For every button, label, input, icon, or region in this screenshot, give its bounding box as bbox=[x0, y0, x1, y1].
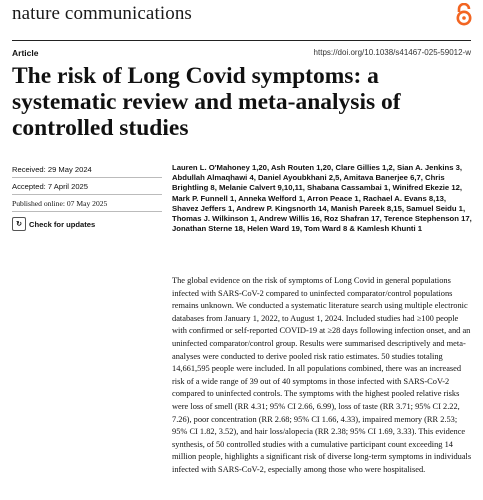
refresh-icon: ↻ bbox=[12, 217, 26, 231]
author-list: Lauren L. O'Mahoney 1,20, Ash Routen 1,20, Clare Gillies 1,2, Sian A. Jenkins 3, Abdullah Almaqhawi 4, Daniel Ayoubkhani 2,5, Amitava Banerjee 6,7, Chris Brightling 8, Melanie Calvert 9,10,11, Shabana Cassambai 1, Winifred Ekezie 12, Mark P. Funnell 1, Anneka Welford 1, Arron Peace 1, Rachael A. Evans 8,13, Shavez Jeffers 1, Andrew P. Kingsnorth 14, Manish Pareek 8,15, Samuel Seidu 1, Thomas J. Wilkinson 1, Andrew Willis 16, Roz Shafran 17, Terence Stephenson 17, Jonathan Sterne 18, Helen Ward 19, Tom Ward 8 & Kamlesh Khunti 1 bbox=[172, 163, 472, 234]
abstract: The global evidence on the risk of symptoms of Long Covid in general populations infected with SARS-CoV-2 compared to uninfected comparator/control populations remains unknown. We conducted a systematic literature search using multiple electronic databases from January 1, 2022, to August 1, 2024. Included studies had ≥100 people with confirmed or self-reported COVID-19 at ≥28 days following infection onset, and an uninfected comparator/control group. Results were summarised descriptively and meta-analyses were conducted to derive pooled risk ratio estimates. 50 studies totaling 14,661,595 people were included. In all populations combined, there was an increased risk of a wide range of 39 out of 40 symptoms in those infected with SARS-CoV-2 compared to uninfected controls. The symptoms with the highest pooled relative risks were loss of smell (RR 4.31; 95% CI 2.66, 6.99), loss of taste (RR 3.71; 95% CI 2.22, 7.26), poor concentration (RR 2.68; 95% CI 1.66, 4.33), impaired memory (RR 2.53; 95% CI 1.82, 3.52), and hair loss/alopecia (RR 2.38; 95% CI 1.69, 3.33). This evidence synthesis, of 50 controlled studies with a cumulative participant count exceeding 14 million people, highlights a significant risk of diverse long-term symptoms in individuals infected with SARS-CoV-2, especially among those who were hospitalised. bbox=[172, 276, 472, 474]
open-access-icon bbox=[454, 3, 474, 26]
journal-name: nature communications bbox=[12, 3, 192, 24]
received-date: Received: 29 May 2024 bbox=[12, 165, 92, 174]
header-rule bbox=[12, 40, 471, 41]
check-for-updates-label: Check for updates bbox=[29, 219, 96, 229]
doi-link[interactable]: https://doi.org/10.1038/s41467-025-59012-w bbox=[313, 48, 471, 57]
divider bbox=[12, 211, 162, 212]
accepted-date: Accepted: 7 April 2025 bbox=[12, 182, 88, 191]
article-type: Article bbox=[12, 48, 39, 58]
divider bbox=[12, 194, 162, 195]
published-date: Published online: 07 May 2025 bbox=[12, 199, 108, 208]
check-for-updates-button[interactable] bbox=[12, 217, 95, 231]
article-title: The risk of Long Covid symptoms: a systematic review and meta-analysis of controlled studies bbox=[12, 63, 401, 141]
divider bbox=[12, 177, 162, 178]
